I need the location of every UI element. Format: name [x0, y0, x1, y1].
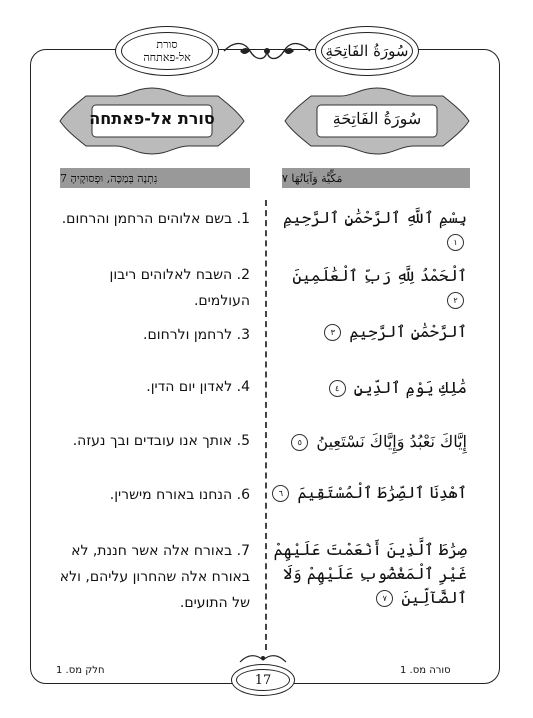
verse-number-badge: ٧ — [376, 590, 393, 607]
verse-arabic-2 — [272, 264, 467, 312]
info-bar-hebrew — [60, 168, 250, 188]
verse-arabic-text: ٱلْحَمْدُ لِلَّهِ رَبِّ ٱلْعَٰلَمِينَ — [292, 266, 467, 285]
verse-arabic-1 — [272, 206, 467, 254]
verse-arabic-text: صِرَٰطَ ٱلَّذِينَ أَنْعَمْتَ عَلَيْهِمْ غَيْرِ ٱلْمَغْضُوبِ عَلَيْهِمْ وَلَا ٱلضَّآلِّينَ — [273, 540, 467, 607]
cartouche-hebrew-label: סורת אל-פאתחה — [89, 109, 215, 128]
verse-number-badge: ٤ — [329, 380, 346, 397]
info-bar-hebrew-text: נִתְנָה בְּמַכָּה, וּפְסוּקֶיהָ 7 — [60, 171, 158, 185]
verse-hebrew-5: 5. אותך אנו עובדים ובך נעזה. — [72, 433, 250, 449]
verse-hebrew-4: 4. לאדון יום הדין. — [146, 379, 250, 395]
verse-arabic-text: ٱلرَّحْمَٰنِ ٱلرَّحِيمِ — [349, 322, 467, 341]
verse-arabic-text: مَٰلِكِ يَوْمِ ٱلدِّينِ — [353, 378, 467, 397]
header-title-arabic: سُورَةُ الفَاتِحَةِ — [325, 42, 409, 60]
verse-arabic-text: إِيَّاكَ نَعْبُدُ وَإِيَّاكَ نَسْتَعِينُ — [316, 432, 467, 451]
page-number-oval — [231, 664, 295, 696]
verse-hebrew-1: 1. בשם אלוהים הרחמן והרחום. — [61, 211, 250, 227]
info-bar-arabic — [282, 168, 470, 188]
page-number: 17 — [254, 672, 272, 688]
footer-surah-number: סורה מס. 1 — [400, 665, 451, 676]
info-bar-arabic-text: مَكِّيَّة وَآيَاتُهَا ٧ — [282, 171, 343, 185]
verse-number-badge: ٢ — [447, 292, 464, 309]
cartouche-arabic — [283, 86, 471, 156]
verse-hebrew-7: 7. באורח אלה אשר חננת, לא באורח אלה שהחרון עליהם, ולא של התועים. — [59, 543, 250, 611]
verse-hebrew-3: 3. לרחמן ולרחום. — [143, 327, 250, 343]
verse-arabic-text: بِسْمِ ٱللَّهِ ٱلرَّحْمَٰنِ ٱلرَّحِيمِ — [282, 208, 467, 227]
verse-arabic-7 — [272, 538, 467, 610]
verse-arabic-6 — [272, 481, 467, 505]
verse-arabic-5 — [272, 430, 467, 454]
header-ornament — [220, 38, 314, 64]
footer-part-number: חלק מס. 1 — [56, 665, 105, 676]
verse-number-badge: ٣ — [324, 324, 341, 341]
header-title-hebrew: סורת אל-פאתחה — [143, 38, 191, 64]
cartouche-hebrew — [58, 86, 246, 156]
verse-arabic-text: ٱهْدِنَا ٱلصِّرَٰطَ ٱلْمُسْتَقِيمَ — [297, 483, 467, 502]
header-oval-arabic — [315, 26, 419, 76]
verse-number-badge: ١ — [447, 234, 464, 251]
verse-number-badge: ٥ — [291, 434, 308, 451]
verse-arabic-3 — [272, 320, 467, 344]
cartouche-arabic-label: سُورَةُ الفَاتِحَةِ — [332, 109, 422, 128]
verse-number-badge: ٦ — [272, 485, 289, 502]
header-oval-hebrew — [115, 26, 219, 76]
verse-arabic-4 — [272, 376, 467, 400]
column-divider — [265, 200, 267, 650]
verse-hebrew-2: 2. השבח לאלוהים ריבון העולמים. — [109, 267, 250, 309]
verse-hebrew-6: 6. הנחנו באורח מישרין. — [109, 487, 250, 503]
